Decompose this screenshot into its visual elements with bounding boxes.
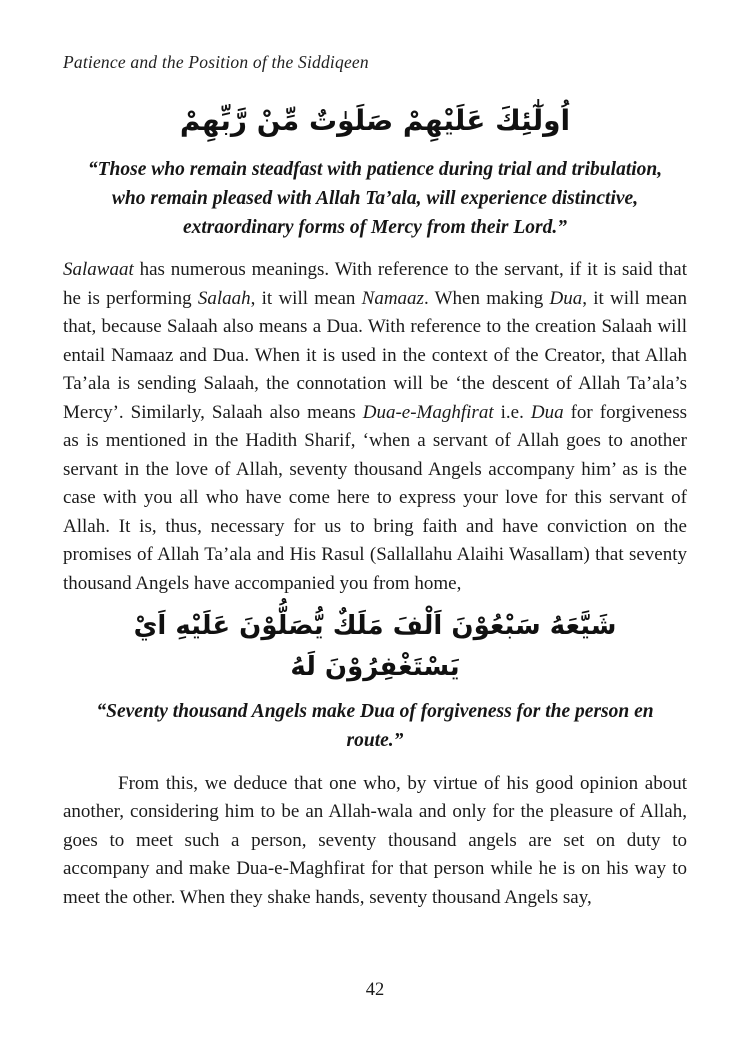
arabic-verse-1: اُولٰٓئِكَ عَلَيْهِمْ صَلَوٰتٌ مِّنْ رَّبِّهِمْ bbox=[179, 104, 571, 137]
body-paragraph-2: From this, we deduce that one who, by virtue of his good opinion about another, considering him to be an Allah-wala and only for the pleasure of Allah, goes to meet such a person, seventy thousand angels are set on duty to accompany and make Dua-e-Maghfirat for that person while he is on his way to meet the other. When they shake hands, seventy thousand Angels say, bbox=[63, 772, 687, 908]
translation-quote-2: “Seventy thousand Angels make Dua of forgiveness for the person en route.” bbox=[96, 700, 654, 751]
page-number: 42 bbox=[365, 980, 385, 1000]
running-header: Patience and the Position of the Siddiqeen bbox=[63, 52, 369, 72]
body-paragraph-1: Salawaat has numerous meanings. With reference to the servant, if it is said that he is performing Salaah, it will mean Namaaz. When making Dua, it will mean that, because Salaah also means a Dua. With reference to the creation Salaah will entail Namaaz and Dua. When it is used in the context of the Creator, that Allah Ta’ala is sending Salaah, the connotation will be ‘the descent of Allah Ta’ala’s Mercy’. Similarly, Salaah also means Dua-e-Maghfirat i.e. Dua for forgiveness as is mentioned in the Hadith Sharif, ‘when a servant of Allah goes to another servant in the love of Allah, seventy thousand Angels accompany him’ as is the case with you all who have come here to express your love for this servant of Allah. It is, thus, necessary for us to bring faith and have conviction on the promises of Allah Ta’ala and His Rasul (Sallallahu Alaihi Wasallam) that seventy thousand Angels have accompanied you from home, bbox=[63, 259, 687, 594]
translation-quote-1: “Those who remain steadfast with patience during trial and tribulation, who remain pleased with Allah Ta’ala, will experience distinctive, extraordinary forms of Mercy from their Lord.” bbox=[87, 159, 663, 239]
arabic-verse-2: شَيَّعَهُ سَبْعُوْنَ اَلْفَ مَلَكٌ يُّصَلُّوْنَ عَلَيْهِ اَيْ يَسْتَغْفِرُوْنَ لَهُ bbox=[133, 611, 617, 682]
